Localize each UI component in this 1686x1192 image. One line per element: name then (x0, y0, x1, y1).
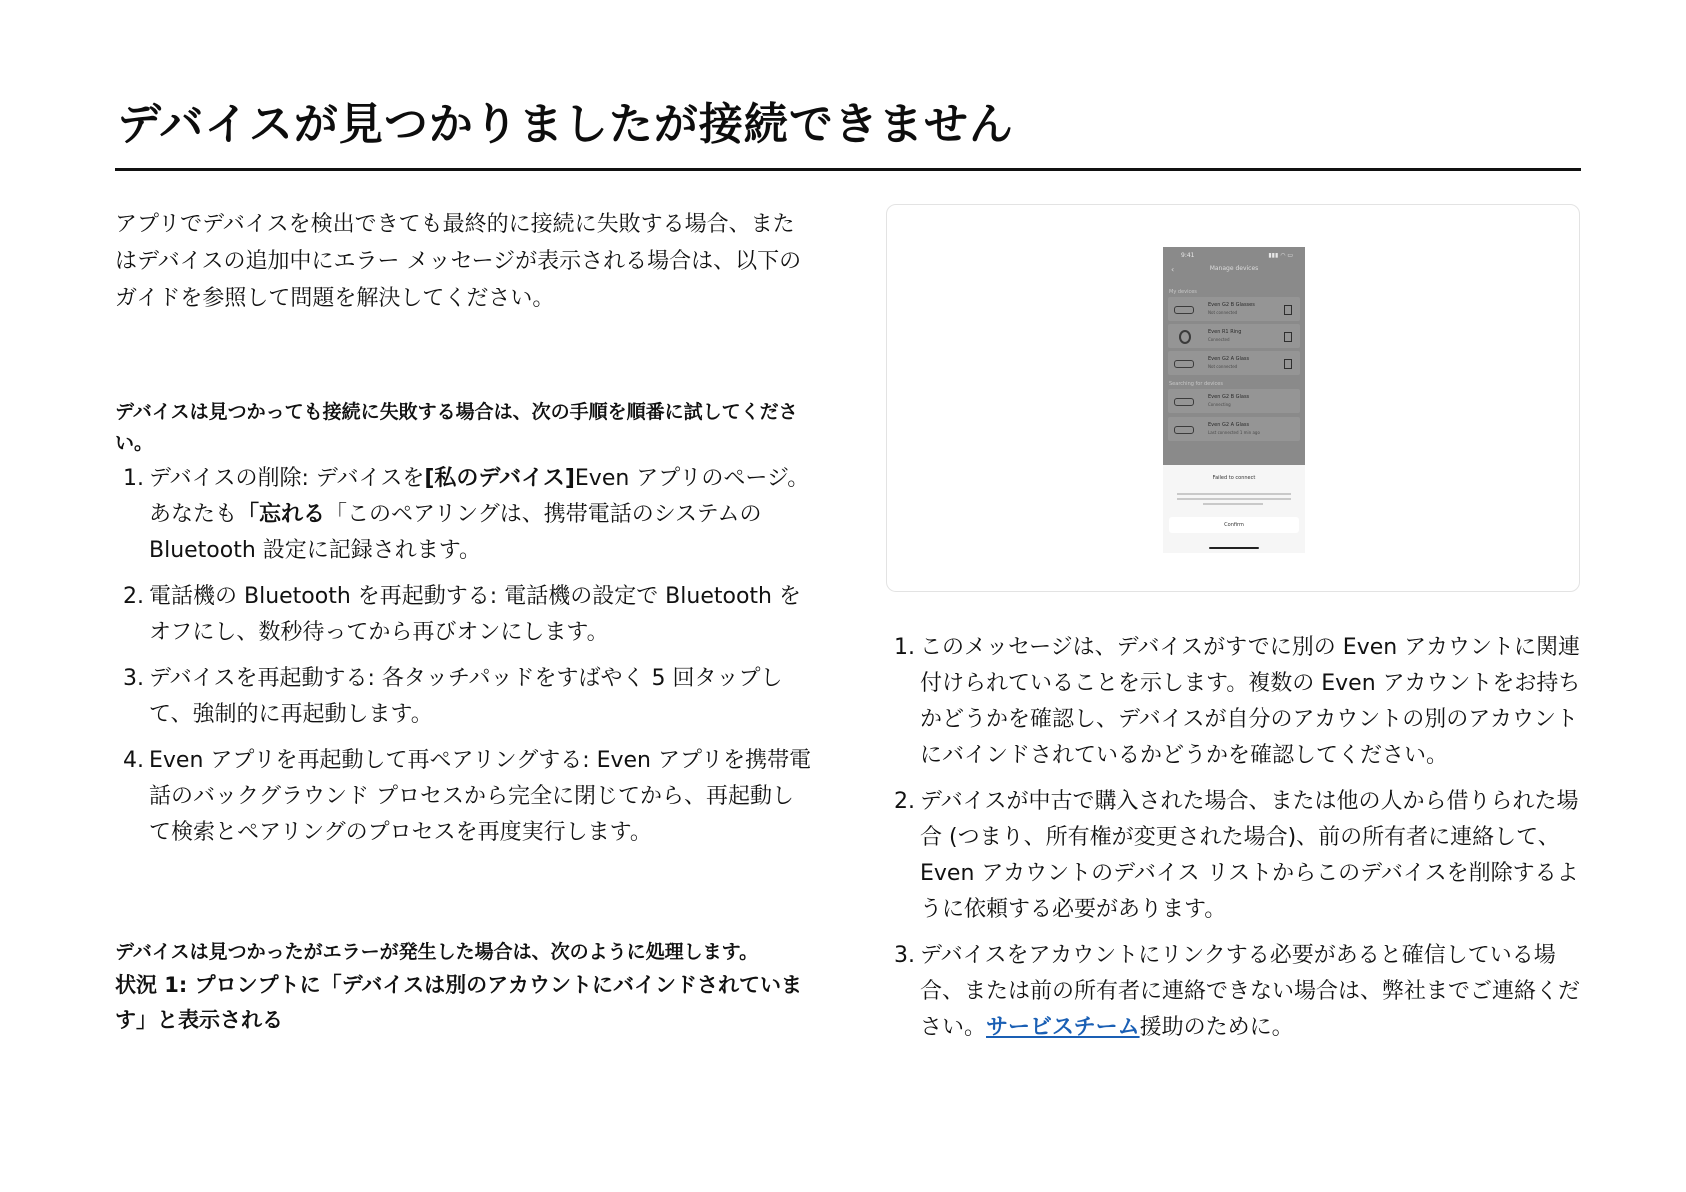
sheet-text-line (1177, 493, 1291, 495)
step-text: このメッセージは、デバイスがすでに別の Even アカウントに関連付けられていることを示します。複数の Even アカウントをお持ちかどうかを確認し、デバイスが自分のアカウントの別のアカウントにバインドされているかどうかを確認してください。 (920, 635, 1581, 768)
title-divider (115, 168, 1581, 171)
device-row (1168, 324, 1300, 348)
section-my-devices: My devices (1169, 289, 1197, 295)
device-row (1168, 297, 1300, 321)
device-action-icon (1284, 305, 1292, 315)
left-column (115, 206, 815, 1038)
list-number: 2. (894, 789, 915, 814)
step-text: 電話機の Bluetooth を再起動する: 電話機の設定で Bluetooth をオフにし、数秒待ってから再びオンにします。 (149, 584, 801, 645)
glasses-icon (1174, 426, 1194, 434)
page-title: デバイスが見つかりましたが接続できません (117, 99, 1014, 150)
list-number: 3. (123, 666, 144, 691)
step-text: デバイスの削除: デバイスを (149, 466, 425, 491)
phone-screenshot (1163, 247, 1305, 553)
device-name: Even G2 A Glass (1208, 422, 1250, 428)
list-item (115, 461, 815, 569)
device-row (1168, 351, 1300, 375)
sheet-text-line (1177, 498, 1291, 500)
list-item (886, 938, 1582, 1046)
screen-header: Manage devices (1209, 265, 1259, 272)
sheet-text-line (1203, 503, 1263, 505)
case-1-title: 状況 1: プロンプトに「デバイスは別のアカウントにバインドされています」と表示される (115, 973, 802, 1032)
device-action-icon (1284, 332, 1292, 342)
device-status: Last connected 1 min ago (1208, 430, 1260, 435)
list-item (115, 661, 815, 733)
device-status: Connecting (1208, 402, 1231, 407)
device-action-icon (1284, 359, 1292, 369)
device-status: Not connected (1208, 310, 1238, 315)
home-indicator (1209, 547, 1259, 549)
step-text: Even アプリを再起動して再ペアリングする: Even アプリを携帯電話のバックグラウンド プロセスから完全に閉じてから、再起動して検索とペアリングのプロセスを再度実行します。 (149, 748, 812, 845)
status-bar (1163, 247, 1305, 261)
device-name: Even G2 A Glass (1208, 356, 1250, 362)
list-number: 1. (894, 635, 915, 660)
list-item (886, 630, 1582, 774)
status-time: 9:41 (1181, 252, 1195, 259)
back-arrow-icon: ‹ (1171, 265, 1175, 274)
list-item (115, 579, 815, 651)
step-text: デバイスが中古で購入された場合、または他の人から借りられた場合 (つまり、所有権が変更された場合)、前の所有者に連絡して、Even アカウントのデバイス リストからこのデバイスを削除するように依頼する必要があります。 (920, 789, 1579, 922)
glasses-icon (1174, 398, 1194, 406)
section-title-error: デバイスは見つかったがエラーが発生した場合は、次のように処理します。 (115, 941, 759, 963)
glasses-icon (1174, 360, 1194, 368)
step-bold-forget: 「忘れる (237, 502, 326, 527)
device-status: Connected (1208, 337, 1230, 342)
intro-paragraph: アプリでデバイスを検出できても最終的に接続に失敗する場合、またはデバイスの追加中にエラー メッセージが表示される場合は、以下のガイドを参照して問題を解決してください。 (115, 212, 802, 311)
service-team-link[interactable]: サービスチーム (986, 1015, 1140, 1040)
device-row (1168, 417, 1300, 441)
error-sheet (1163, 465, 1305, 553)
list-number: 2. (123, 584, 144, 609)
signal-icon: ▮▮▮ ◠ ▭ (1268, 252, 1293, 259)
step-text: 援助のために。 (1139, 1015, 1294, 1040)
list-item (115, 743, 815, 851)
step-text: デバイスをアカウントにリンクする必要があると確信している場合、または前の所有者に連絡できない場合は、弊社までご連絡ください。 (920, 943, 1581, 1040)
device-row (1168, 389, 1300, 413)
section-searching: Searching for devices (1169, 381, 1223, 387)
step-text: 「このペアリングは、携帯電話のシステムの Bluetooth 設定に記録されます。 (149, 502, 762, 563)
list-number: 3. (894, 943, 915, 968)
device-status: Not connected (1208, 364, 1238, 369)
glasses-icon (1174, 306, 1194, 314)
device-name: Even G2 B Glass (1208, 394, 1250, 400)
confirm-button: Confirm (1169, 517, 1299, 533)
ring-icon (1179, 330, 1191, 344)
step-bold-my-devices: [私のデバイス] (424, 466, 575, 491)
screenshot-card (886, 204, 1580, 592)
device-name: Even G2 B Glasses (1208, 302, 1255, 308)
list-number: 4. (123, 748, 144, 773)
device-name: Even R1 Ring (1208, 329, 1242, 335)
right-column (886, 204, 1582, 1056)
step-text: Even アプリのページ。あなたも (149, 466, 810, 527)
step-text: デバイスを再起動する: 各タッチパッドをすばやく 5 回タップして、強制的に再起動します。 (149, 666, 783, 727)
sheet-title: Failed to connect (1212, 475, 1256, 481)
list-item (886, 784, 1582, 928)
list-number: 1. (123, 466, 144, 491)
connect-failure-steps (115, 461, 815, 851)
bound-account-steps (886, 630, 1582, 1046)
section-title-connect-failure: デバイスは見つかっても接続に失敗する場合は、次の手順を順番に試してください。 (115, 401, 798, 454)
